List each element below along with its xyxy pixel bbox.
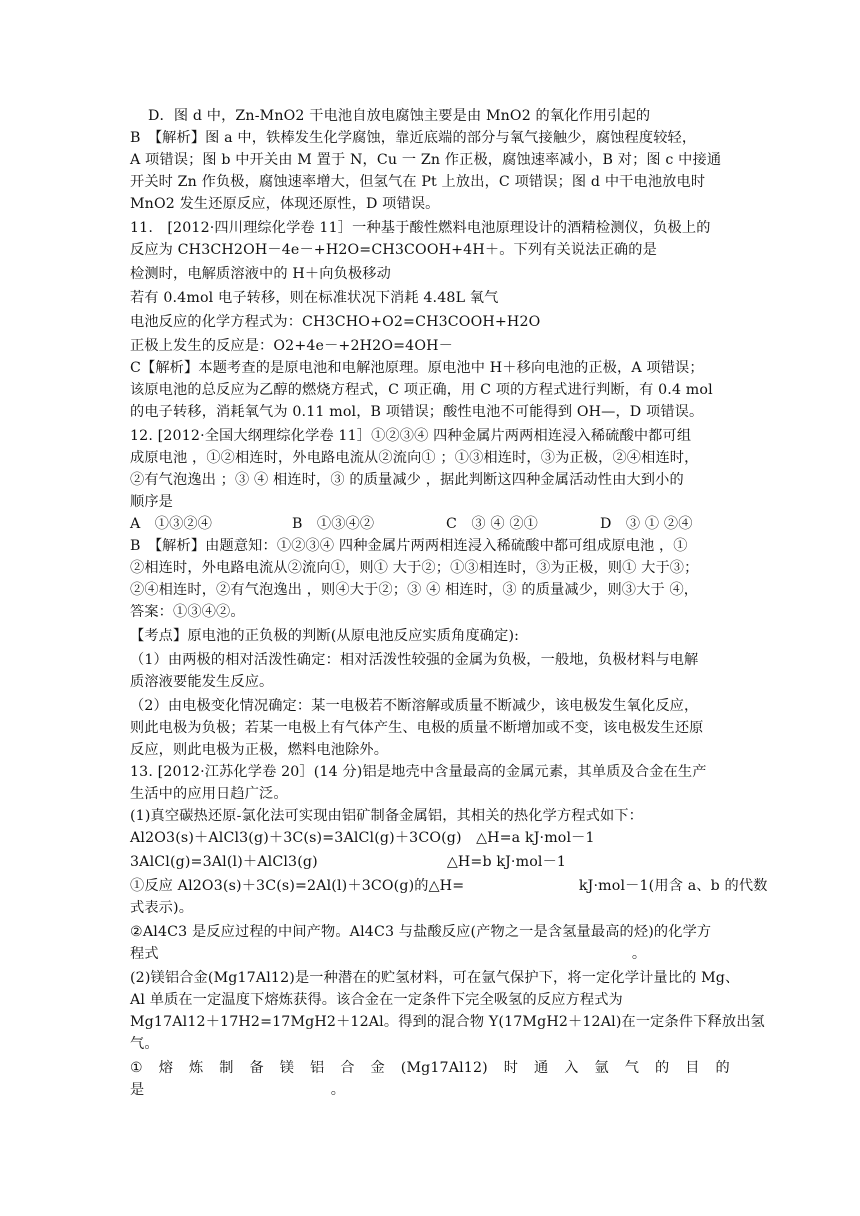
text-line: 生活中的应用日趋广泛。 [130,786,288,802]
char: 时 [503,1060,519,1076]
text-line: 12. [2012·全国大纲理综化学卷 11］①②③④ 四种金属片两两相连浸入稀硫酸中都可组 [130,428,692,444]
text-line: 式表示)。 [130,900,194,916]
char: (Mg17Al12) [400,1060,488,1076]
text-line: 开关时 Zn 作负极，腐蚀速率增大，但氢气在 Pt 上放出，C 项错误；图 d 中干电池放电时 [130,174,706,190]
char: 的 [655,1060,670,1076]
char: 氩 [594,1060,609,1076]
text-line: 则此电极为负极；若某一电极上有气体产生、电极的质量不断增加或不变，该电极发生还原 [130,720,704,736]
text-line: MnO2 发生还原反应，体现还原性，D 项错误。 [130,196,440,212]
text-line: (2)镁铝合金(Mg17Al12)是一种潜在的贮氢材料，可在氩气保护下，将一定化学计量比的 Mg、 [130,970,740,986]
char: 气 [624,1060,640,1076]
text-line: 质溶液要能发生反应。 [130,674,274,690]
char: 入 [564,1060,579,1076]
text-line: 该原电池的总反应为乙醇的燃烧方程式，C 项正确，用 C 项的方程式进行判断，有 0.4 mol [130,382,713,398]
char: 炼 [189,1060,204,1076]
text-line: 反应为 CH3CH2OH－4e－+H2O=CH3COOH+4H＋。下列有关说法正确的是 [130,242,657,258]
text-line: 的电子转移，消耗氧气为 0.11 mol，B 项错误；酸性电池不可能得到 OH—，D 项错误。 [130,404,704,420]
text-line: B 【解析】由题意知：①②③④ 四种金属片两两相连浸入稀硫酸中都可组成原电池 ，① [130,538,688,554]
text-line: B 【解析】图 a 中，铁棒发生化学腐蚀，靠近底端的部分与氧气接触少，腐蚀程度较轻， [130,130,697,146]
char: 通 [534,1060,549,1076]
char: 合 [340,1060,355,1076]
char: 熔 [158,1060,174,1076]
text-line: 气。 [130,1036,159,1052]
text-line: A 项错误；图 b 中开关由 M 置于 N，Cu 一 Zn 作正极，腐蚀速率减小，B 对；图 c 中接通 [130,152,722,168]
text-line: （2）由电极变化情况确定：某一电极若不断溶解或质量不断减少，该电极发生氧化反应， [130,698,699,714]
text-line: 11. [2012·四川理综化学卷 11］一种基于酸性燃料电池原理设计的酒精检测仪，负极上的 [130,220,711,236]
text-line: 反应，则此电极为正极，燃料电池除外。 [130,742,389,758]
text-line: ①反应 Al2O3(s)＋3C(s)=2Al(l)＋3CO(g)的△H= kJ·mol－1(用含 a、b 的代数 [130,878,768,894]
char: 制 [219,1060,234,1076]
char: 镁 [279,1060,295,1076]
text-line: ②相连时，外电路电流从②流向①，则① 大于②；①③相连时，③为正极，则① 大于③； [130,560,699,576]
text-line: ②④相连时，②有气泡逸出 ，则④大于②；③ ④ 相连时，③ 的质量减少，则③大于 ④， [130,582,699,598]
text-line: 检测时，电解质溶液中的 H＋向负极移动 [130,266,391,282]
text-line: Mg17Al12＋17H2=17MgH2＋12Al。得到的混合物 Y(17MgH2＋12Al)在一定条件下释放出氢 [130,1014,765,1030]
text-line: 成原电池 ，①②相连时，外电路电流从②流向① ；①③相连时，③为正极，②④相连时， [130,450,699,466]
option-d: D ③ ① ②④ [600,516,693,532]
char: ① [130,1060,143,1076]
char: 目 [685,1060,700,1076]
text-line: ②有气泡逸出 ；③ ④ 相连时，③ 的质量减少 ，据此判断这四种金属活动性由大到小的 [130,472,684,488]
char: 备 [249,1060,264,1076]
text-line: (1)真空碳热还原-氯化法可实现由铝矿制备金属铝，其相关的热化学方程式如下： [130,808,643,824]
text-line: 电池反应的化学方程式为：CH3CHO+O2=CH3COOH+H2O [130,314,541,330]
text-line: D．图 d 中，Zn-MnO2 干电池自放电腐蚀主要是由 MnO2 的氧化作用引起的 [148,108,651,124]
text-line: （1）由两极的相对活泼性确定：相对活泼性较强的金属为负极，一般地，负极材料与电解 [130,652,699,668]
text-line: 顺序是 [130,494,174,510]
text-line: 答案：①③④②。 [130,604,245,620]
text-line: Al2O3(s)＋AlCl3(g)＋3C(s)=3AlCl(g)＋3CO(g) △H=a kJ·mol－1 [130,830,595,846]
text-line: 3AlCl(g)=3Al(l)＋AlCl3(g) △H=b kJ·mol－1 [130,854,567,870]
char: 金 [370,1060,385,1076]
text-line: 若有 0.4mol 电子转移，则在标准状况下消耗 4.48L 氧气 [130,290,499,306]
text-line: 【考点】原电池的正负极的判断(从原电池反应实质角度确定): [130,628,520,644]
text-line: 正极上发生的反应是：O2+4e－+2H2O=4OH－ [130,338,453,354]
text-line: 13. [2012·江苏化学卷 20］(14 分)铝是地壳中含量最高的金属元素，其单质及合金在生产 [130,764,707,780]
option-a: A ①③②④ [130,516,213,532]
text-line: ②Al4C3 是反应过程的中间产物。Al4C3 与盐酸反应(产物之一是含氢量最高的烃)的化学方 [130,924,712,940]
text-line: C【解析】本题考查的是原电池和电解池原理。原电池中 H＋移向电池的正极，A 项错误； [130,360,704,376]
option-c: C ③ ④ ②① [446,516,539,532]
text-line: 是 。 [130,1082,346,1098]
char: 的 [715,1060,730,1076]
option-b: B ①③④② [292,516,375,532]
text-line: 程式 。 [130,946,647,962]
char: 铝 [310,1060,325,1076]
question-line-justified [130,1058,730,1078]
text-line: Al 单质在一定温度下熔炼获得。该合金在一定条件下完全吸氢的反应方程式为 [130,992,623,1008]
